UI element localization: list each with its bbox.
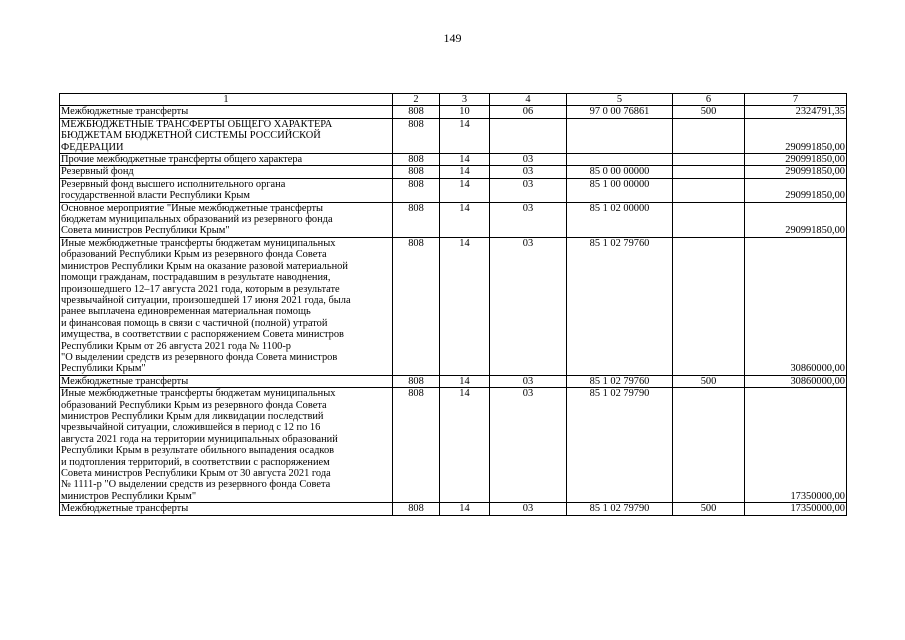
subsection-code-cell: 03 bbox=[490, 154, 567, 166]
admin-code-cell: 808 bbox=[393, 237, 440, 375]
admin-code-cell: 808 bbox=[393, 154, 440, 166]
expense-type-cell bbox=[673, 154, 745, 166]
target-article-cell bbox=[567, 118, 673, 153]
subsection-code-cell: 03 bbox=[490, 388, 567, 503]
subsection-code-cell bbox=[490, 118, 567, 153]
amount-cell: 17350000,00 bbox=[745, 388, 847, 503]
admin-code-cell: 808 bbox=[393, 118, 440, 153]
row-name-cell: Прочие межбюджетные трансферты общего характера bbox=[60, 154, 393, 166]
table-row bbox=[60, 202, 847, 237]
column-header: 1 bbox=[60, 94, 393, 106]
column-header: 3 bbox=[440, 94, 490, 106]
expense-type-cell bbox=[673, 178, 745, 202]
subsection-code-cell: 06 bbox=[490, 106, 567, 118]
table-row bbox=[60, 166, 847, 178]
expense-type-cell bbox=[673, 118, 745, 153]
column-header: 4 bbox=[490, 94, 567, 106]
target-article-cell: 85 1 02 79790 bbox=[567, 503, 673, 515]
section-code-cell: 14 bbox=[440, 503, 490, 515]
section-code-cell: 10 bbox=[440, 106, 490, 118]
amount-cell: 290991850,00 bbox=[745, 178, 847, 202]
table-row bbox=[60, 503, 847, 515]
row-name-cell: Резервный фонд bbox=[60, 166, 393, 178]
row-name-cell: Основное мероприятие "Иные межбюджетные трансферты бюджетам муниципальных образований из резервного фонда Совета министров Республики Крым" bbox=[60, 202, 393, 237]
target-article-cell: 85 0 00 00000 bbox=[567, 166, 673, 178]
admin-code-cell: 808 bbox=[393, 388, 440, 503]
subsection-code-cell: 03 bbox=[490, 166, 567, 178]
table-row bbox=[60, 106, 847, 118]
expense-type-cell: 500 bbox=[673, 106, 745, 118]
amount-cell: 290991850,00 bbox=[745, 166, 847, 178]
table-row bbox=[60, 178, 847, 202]
table-row bbox=[60, 118, 847, 153]
column-header: 5 bbox=[567, 94, 673, 106]
amount-cell: 290991850,00 bbox=[745, 154, 847, 166]
expense-type-cell bbox=[673, 202, 745, 237]
subsection-code-cell: 03 bbox=[490, 237, 567, 375]
expense-type-cell bbox=[673, 388, 745, 503]
admin-code-cell: 808 bbox=[393, 178, 440, 202]
admin-code-cell: 808 bbox=[393, 503, 440, 515]
section-code-cell: 14 bbox=[440, 166, 490, 178]
target-article-cell: 97 0 00 76861 bbox=[567, 106, 673, 118]
section-code-cell: 14 bbox=[440, 178, 490, 202]
section-code-cell: 14 bbox=[440, 237, 490, 375]
subsection-code-cell: 03 bbox=[490, 503, 567, 515]
table-row bbox=[60, 154, 847, 166]
admin-code-cell: 808 bbox=[393, 202, 440, 237]
target-article-cell: 85 1 00 00000 bbox=[567, 178, 673, 202]
subsection-code-cell: 03 bbox=[490, 178, 567, 202]
column-header: 2 bbox=[393, 94, 440, 106]
target-article-cell: 85 1 02 79790 bbox=[567, 388, 673, 503]
column-header: 7 bbox=[745, 94, 847, 106]
section-code-cell: 14 bbox=[440, 202, 490, 237]
target-article-cell: 85 1 02 79760 bbox=[567, 375, 673, 387]
amount-cell: 30860000,00 bbox=[745, 375, 847, 387]
expense-type-cell bbox=[673, 166, 745, 178]
section-code-cell: 14 bbox=[440, 388, 490, 503]
amount-cell: 17350000,00 bbox=[745, 503, 847, 515]
table-row bbox=[60, 237, 847, 375]
table-row bbox=[60, 375, 847, 387]
row-name-cell: Межбюджетные трансферты bbox=[60, 106, 393, 118]
admin-code-cell: 808 bbox=[393, 166, 440, 178]
section-code-cell: 14 bbox=[440, 154, 490, 166]
row-name-cell: Резервный фонд высшего исполнительного органа государственной власти Республики Крым bbox=[60, 178, 393, 202]
row-name-cell: МЕЖБЮДЖЕТНЫЕ ТРАНСФЕРТЫ ОБЩЕГО ХАРАКТЕРА БЮДЖЕТАМ БЮДЖЕТНОЙ СИСТЕМЫ РОССИЙСКОЙ ФЕДЕРАЦИИ bbox=[60, 118, 393, 153]
table-header-row bbox=[60, 94, 847, 106]
row-name-cell: Межбюджетные трансферты bbox=[60, 503, 393, 515]
admin-code-cell: 808 bbox=[393, 375, 440, 387]
row-name-cell: Иные межбюджетные трансферты бюджетам муниципальных образований Республики Крым из резервного фонда Совета министров Республики Крым для ликвидации последствий чрезвычайной ситуации, сложившейся в период с 12 по 16 августа 2021 года на территории муниципальных образований Республики Крым в результате обильного выпадения осадков и подтопления территорий, в соответствии с распоряжением Совета министров Республики Крым от 30 августа 2021 года № 1111-р "О выделении средств из резервного фонда Совета министров Республики Крым" bbox=[60, 388, 393, 503]
section-code-cell: 14 bbox=[440, 375, 490, 387]
subsection-code-cell: 03 bbox=[490, 202, 567, 237]
amount-cell: 30860000,00 bbox=[745, 237, 847, 375]
column-header: 6 bbox=[673, 94, 745, 106]
page-number: 149 bbox=[443, 31, 462, 45]
amount-cell: 2324791,35 bbox=[745, 106, 847, 118]
amount-cell: 290991850,00 bbox=[745, 202, 847, 237]
subsection-code-cell: 03 bbox=[490, 375, 567, 387]
target-article-cell: 85 1 02 79760 bbox=[567, 237, 673, 375]
target-article-cell bbox=[567, 154, 673, 166]
table-row bbox=[60, 388, 847, 503]
section-code-cell: 14 bbox=[440, 118, 490, 153]
expense-type-cell: 500 bbox=[673, 375, 745, 387]
admin-code-cell: 808 bbox=[393, 106, 440, 118]
row-name-cell: Иные межбюджетные трансферты бюджетам муниципальных образований Республики Крым из резервного фонда Совета министров Республики Крым на оказание разовой материальной помощи гражданам, пострадавшим в результате наводнения, произошедшего 12–17 августа 2021 года, которым в результате чрезвычайной ситуации, произошедшей 17 июня 2021 года, была ранее выплачена единовременная материальная помощь и финансовая помощь в связи с частичной (полной) утратой имущества, в соответствии с распоряжением Совета министров Республики Крым от 26 августа 2021 года № 1100-р "О выделении средств из резервного фонда Совета министров Республики Крым" bbox=[60, 237, 393, 375]
row-name-cell: Межбюджетные трансферты bbox=[60, 375, 393, 387]
target-article-cell: 85 1 02 00000 bbox=[567, 202, 673, 237]
budget-table bbox=[59, 93, 847, 516]
amount-cell: 290991850,00 bbox=[745, 118, 847, 153]
expense-type-cell bbox=[673, 237, 745, 375]
expense-type-cell: 500 bbox=[673, 503, 745, 515]
